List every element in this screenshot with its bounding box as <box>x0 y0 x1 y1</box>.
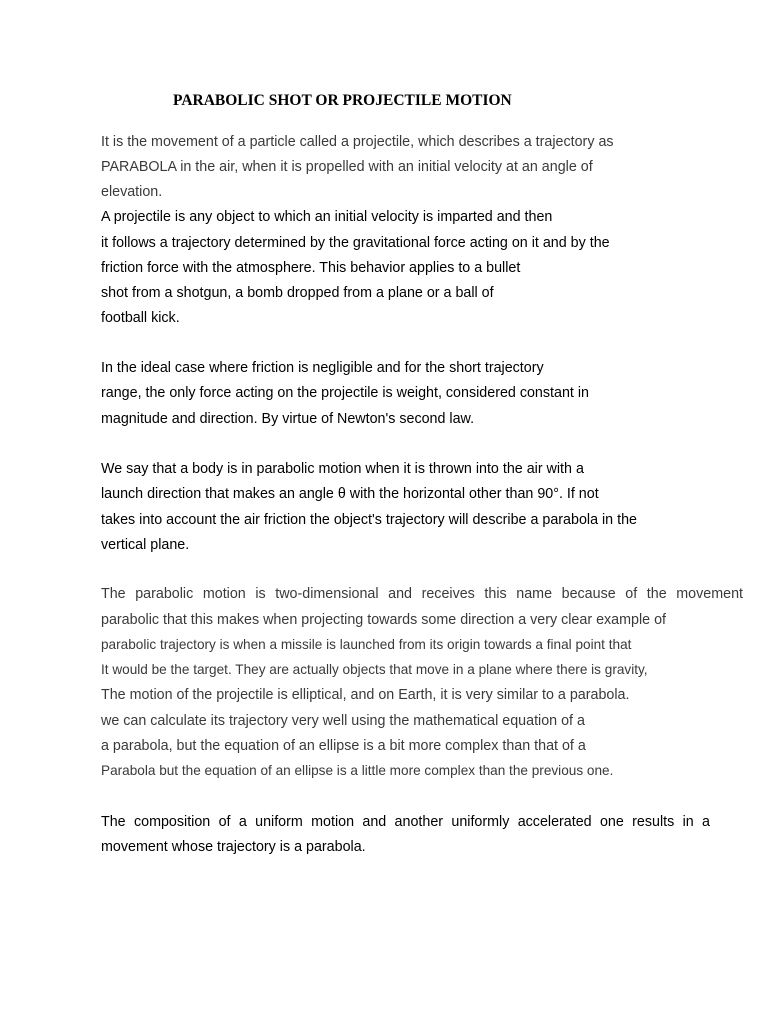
paragraph-3-line-3: magnitude and direction. By virtue of Newton's second law. <box>101 411 475 427</box>
paragraph-2-line-5: football kick. <box>101 310 180 326</box>
paragraph-2-line-1: A projectile is any object to which an initial velocity is imparted and then <box>101 209 553 225</box>
paragraph-4-line-1: We say that a body is in parabolic motion when it is thrown into the air with a <box>101 461 584 477</box>
paragraph-1-line-3: elevation. <box>101 184 163 200</box>
paragraph-6-line-2: movement whose trajectory is a parabola. <box>101 839 366 855</box>
paragraph-5-line-4: It would be the target. They are actually objects that move in a plane where there is gravity, <box>101 662 648 677</box>
paragraph-2-line-2: it follows a trajectory determined by the gravitational force acting on it and by the <box>101 235 610 251</box>
paragraph-5-line-5: The motion of the projectile is elliptical, and on Earth, it is very similar to a parabola. <box>101 687 630 703</box>
paragraph-5-line-8: Parabola but the equation of an ellipse is a little more complex than the previous one. <box>101 763 614 778</box>
document-title: PARABOLIC SHOT OR PROJECTILE MOTION <box>173 92 512 109</box>
paragraph-2-line-3: friction force with the atmosphere. This behavior applies to a bullet <box>101 260 521 276</box>
paragraph-5-line-1: The parabolic motion is two-dimensional and receives this name because of the movement <box>101 586 743 602</box>
paragraph-5-line-3: parabolic trajectory is when a missile is launched from its origin towards a final point that <box>101 637 632 652</box>
paragraph-2-line-4: shot from a shotgun, a bomb dropped from a plane or a ball of <box>101 285 494 301</box>
paragraph-5-line-6: we can calculate its trajectory very well using the mathematical equation of a <box>101 713 585 729</box>
paragraph-3-line-2: range, the only force acting on the projectile is weight, considered constant in <box>101 385 589 401</box>
paragraph-3-line-1: In the ideal case where friction is negligible and for the short trajectory <box>101 360 544 376</box>
paragraph-4-line-2: launch direction that makes an angle θ with the horizontal other than 90°. If not <box>101 486 599 502</box>
paragraph-5-line-2: parabolic that this makes when projecting towards some direction a very clear example of <box>101 612 666 628</box>
paragraph-4-line-4: vertical plane. <box>101 537 190 553</box>
paragraph-4-line-3: takes into account the air friction the object's trajectory will describe a parabola in the <box>101 512 637 528</box>
paragraph-1-line-1: It is the movement of a particle called a projectile, which describes a trajectory as <box>101 134 614 150</box>
paragraph-1-line-2: PARABOLA in the air, when it is propelled with an initial velocity at an angle of <box>101 159 593 175</box>
paragraph-6-line-1: The composition of a uniform motion and another uniformly accelerated one results in a <box>101 814 710 830</box>
paragraph-5-line-7: a parabola, but the equation of an ellipse is a bit more complex than that of a <box>101 738 586 754</box>
